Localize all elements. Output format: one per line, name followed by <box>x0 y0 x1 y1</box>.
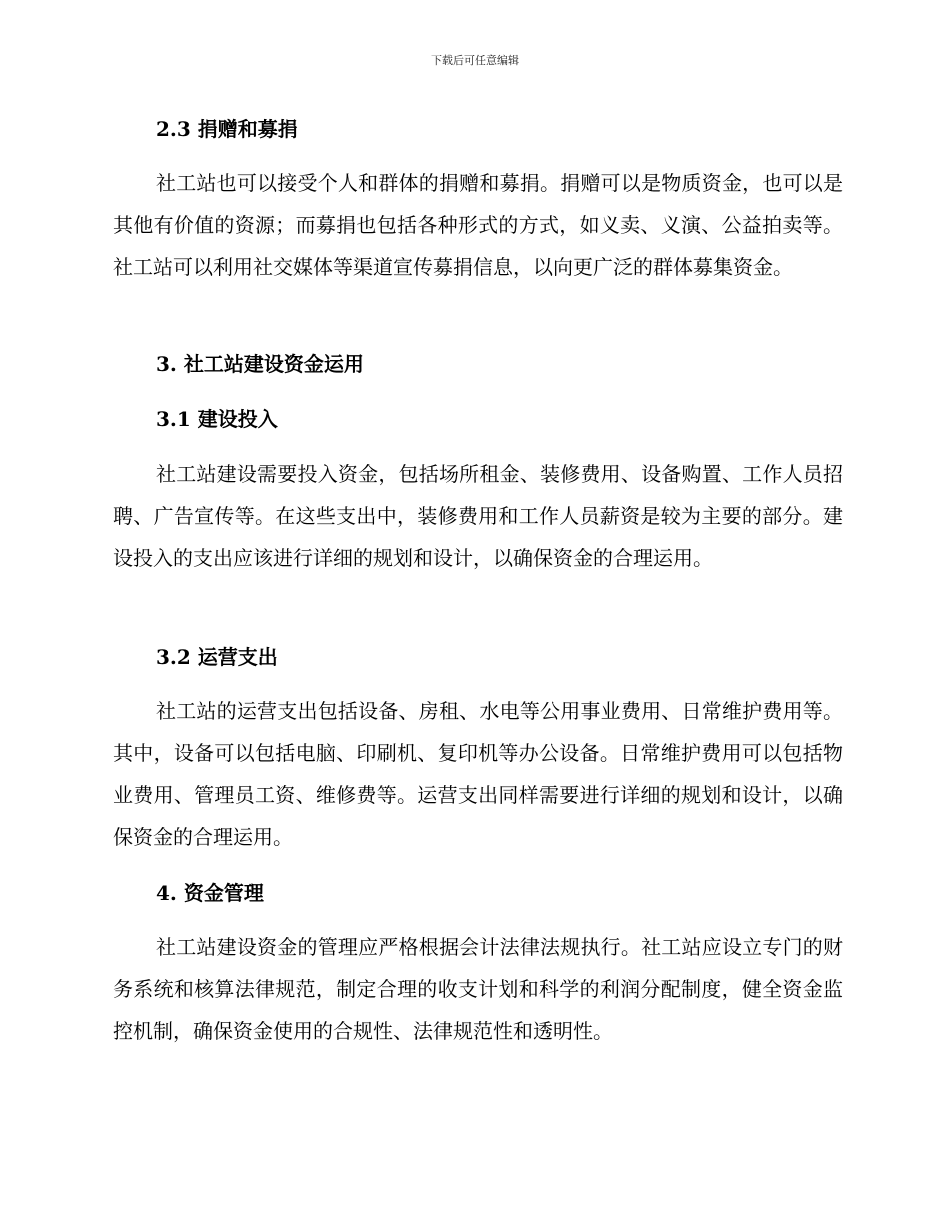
section-heading-3: 3. 社工站建设资金运用 <box>156 352 364 376</box>
header-note: 下载后可任意编辑 <box>431 54 519 67</box>
section-paragraph-3-1: 社工站建设需要投入资金，包括场所租金、装修费用、设备购置、工作人员招聘、广告宣传等。在这些支出中，装修费用和工作人员薪资是较为主要的部分。建设投入的支出应该进行详细的规划和设计，以确保资金的合理运用。 <box>113 462 843 570</box>
section-paragraph-3-2: 社工站的运营支出包括设备、房租、水电等公用事业费用、日常维护费用等。其中，设备可以包括电脑、印刷机、复印机等办公设备。日常维护费用可以包括物业费用、管理员工资、维修费等。运营支出同样需要进行详细的规划和设计，以确保资金的合理运用。 <box>113 699 843 849</box>
section-heading-2-3: 2.3 捐赠和募捐 <box>156 117 298 141</box>
section-heading-4: 4. 资金管理 <box>156 881 264 905</box>
section-paragraph-4: 社工站建设资金的管理应严格根据会计法律法规执行。社工站应设立专门的财务系统和核算法律规范，制定合理的收支计划和科学的利润分配制度，健全资金监控机制，确保资金使用的合规性、法律规范性和透明性。 <box>113 935 843 1043</box>
section-paragraph-2-3: 社工站也可以接受个人和群体的捐赠和募捐。捐赠可以是物质资金，也可以是其他有价值的资源；而募捐也包括各种形式的方式，如义卖、义演、公益拍卖等。社工站可以利用社交媒体等渠道宣传募捐信息，以向更广泛的群体募集资金。 <box>113 171 843 279</box>
section-heading-3-1: 3.1 建设投入 <box>156 407 278 431</box>
section-heading-3-2: 3.2 运营支出 <box>156 645 278 669</box>
